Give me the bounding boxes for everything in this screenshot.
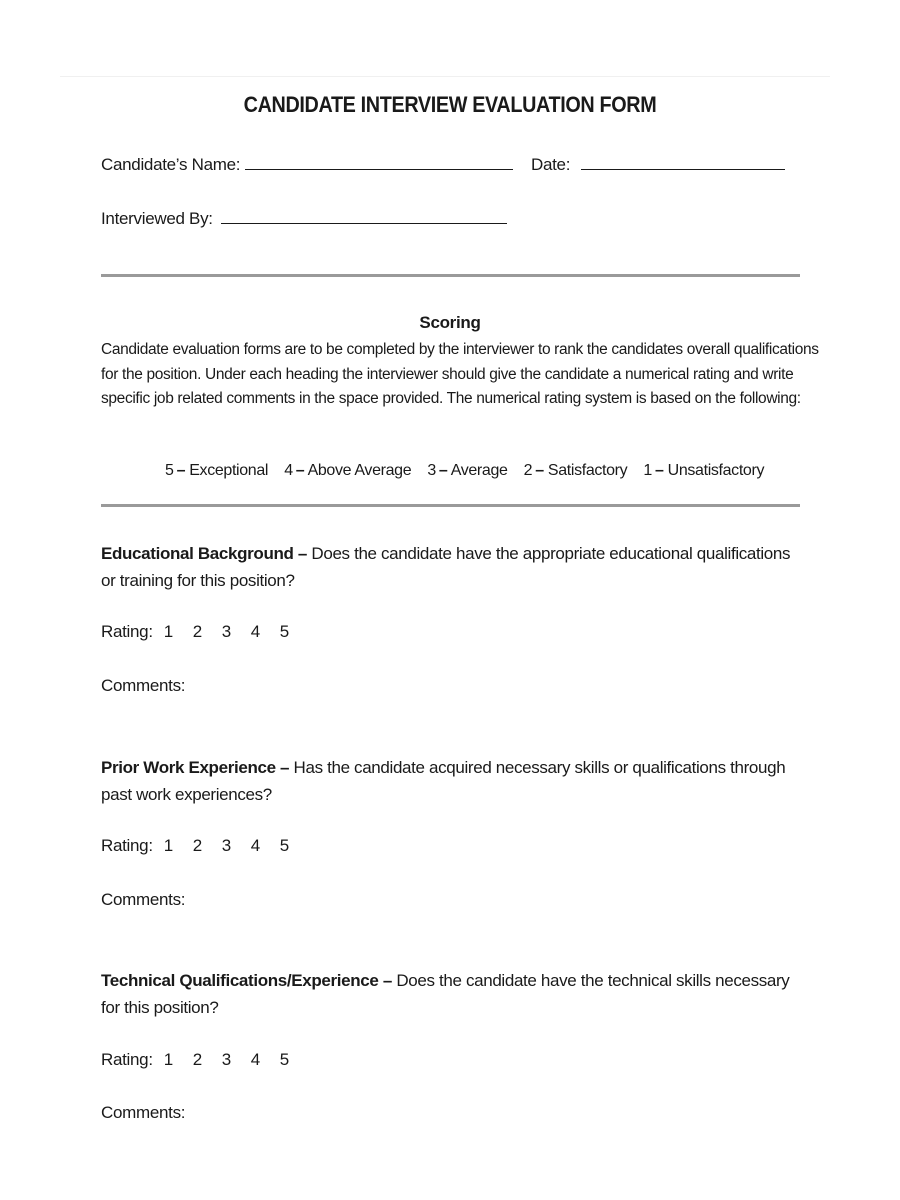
section-question: Does the candidate have the appropriate educational qualifications or training for this position? <box>101 544 791 590</box>
section-heading: Educational Background <box>101 544 294 563</box>
section-question: Does the candidate have the technical skills necessary for this position? <box>101 971 790 1017</box>
rating-option-2[interactable]: 2 <box>192 1050 202 1069</box>
section-question: Has the candidate acquired necessary skills or qualifications through past work experiences? <box>101 758 786 804</box>
comments-label: Comments: <box>101 890 186 909</box>
scoring-heading: Scoring <box>419 313 481 332</box>
rating-option-5[interactable]: 5 <box>279 836 289 855</box>
section-heading: Prior Work Experience <box>101 758 276 777</box>
form-title: CANDIDATE INTERVIEW EVALUATION FORM <box>243 92 657 117</box>
interviewed-by-label: Interviewed By: <box>101 209 213 228</box>
candidate-name-label: Candidate’s Name: <box>101 155 241 174</box>
date-row <box>531 153 785 175</box>
comments-label: Comments: <box>101 676 186 695</box>
rating-option-3[interactable]: 3 <box>221 836 231 855</box>
date-field[interactable] <box>581 153 785 170</box>
section-heading: Technical Qualifications/Experience <box>101 971 379 990</box>
rating-option-5[interactable]: 5 <box>279 622 289 641</box>
scale-item-5: 5 – Exceptional <box>165 462 269 479</box>
rating-label: Rating: <box>101 836 153 855</box>
rating-option-4[interactable]: 4 <box>250 836 260 855</box>
scale-item-3: 3 – Average <box>427 462 508 479</box>
interviewed-by-row <box>101 207 507 229</box>
rating-row <box>101 836 298 856</box>
date-label: Date: <box>531 155 571 174</box>
rating-row <box>101 622 298 642</box>
rating-option-1[interactable]: 1 <box>163 1050 173 1069</box>
rating-label: Rating: <box>101 622 153 641</box>
rating-option-4[interactable]: 4 <box>250 622 260 641</box>
rating-option-3[interactable]: 3 <box>221 1050 231 1069</box>
scale-item-4: 4 – Above Average <box>284 462 412 479</box>
candidate-name-row <box>101 153 513 175</box>
comments-label: Comments: <box>101 1103 186 1122</box>
rating-option-4[interactable]: 4 <box>250 1050 260 1069</box>
rating-option-3[interactable]: 3 <box>221 622 231 641</box>
divider-top <box>101 274 800 277</box>
interviewed-by-field[interactable] <box>221 207 507 224</box>
rating-option-1[interactable]: 1 <box>163 836 173 855</box>
section-technical-qualifications: Technical Qualifications/Experience – Does the candidate have the technical skills necessary for this position? <box>101 971 790 1017</box>
rating-row <box>101 1050 298 1070</box>
candidate-name-field[interactable] <box>245 153 513 170</box>
rating-option-5[interactable]: 5 <box>279 1050 289 1069</box>
rating-option-2[interactable]: 2 <box>192 836 202 855</box>
scale-item-2: 2 – Satisfactory <box>523 462 628 479</box>
rating-option-2[interactable]: 2 <box>192 622 202 641</box>
divider-scoring <box>101 504 800 507</box>
page-top-edge <box>60 76 830 77</box>
scoring-description: Candidate evaluation forms are to be completed by the interviewer to rank the candidates overall qualifications for the position. Under each heading the interviewer should give the candidate a numerical rating and write specific job related comments in the space provided. The numerical rating system is based on the following: <box>101 341 819 408</box>
rating-scale <box>165 462 764 480</box>
section-prior-work-experience: Prior Work Experience – Has the candidate acquired necessary skills or qualifications through past work experiences? <box>101 758 786 804</box>
rating-label: Rating: <box>101 1050 153 1069</box>
section-educational-background: Educational Background – Does the candidate have the appropriate educational qualifications or training for this position? <box>101 544 791 590</box>
rating-option-1[interactable]: 1 <box>163 622 173 641</box>
scale-item-1: 1 – Unsatisfactory <box>643 462 765 479</box>
